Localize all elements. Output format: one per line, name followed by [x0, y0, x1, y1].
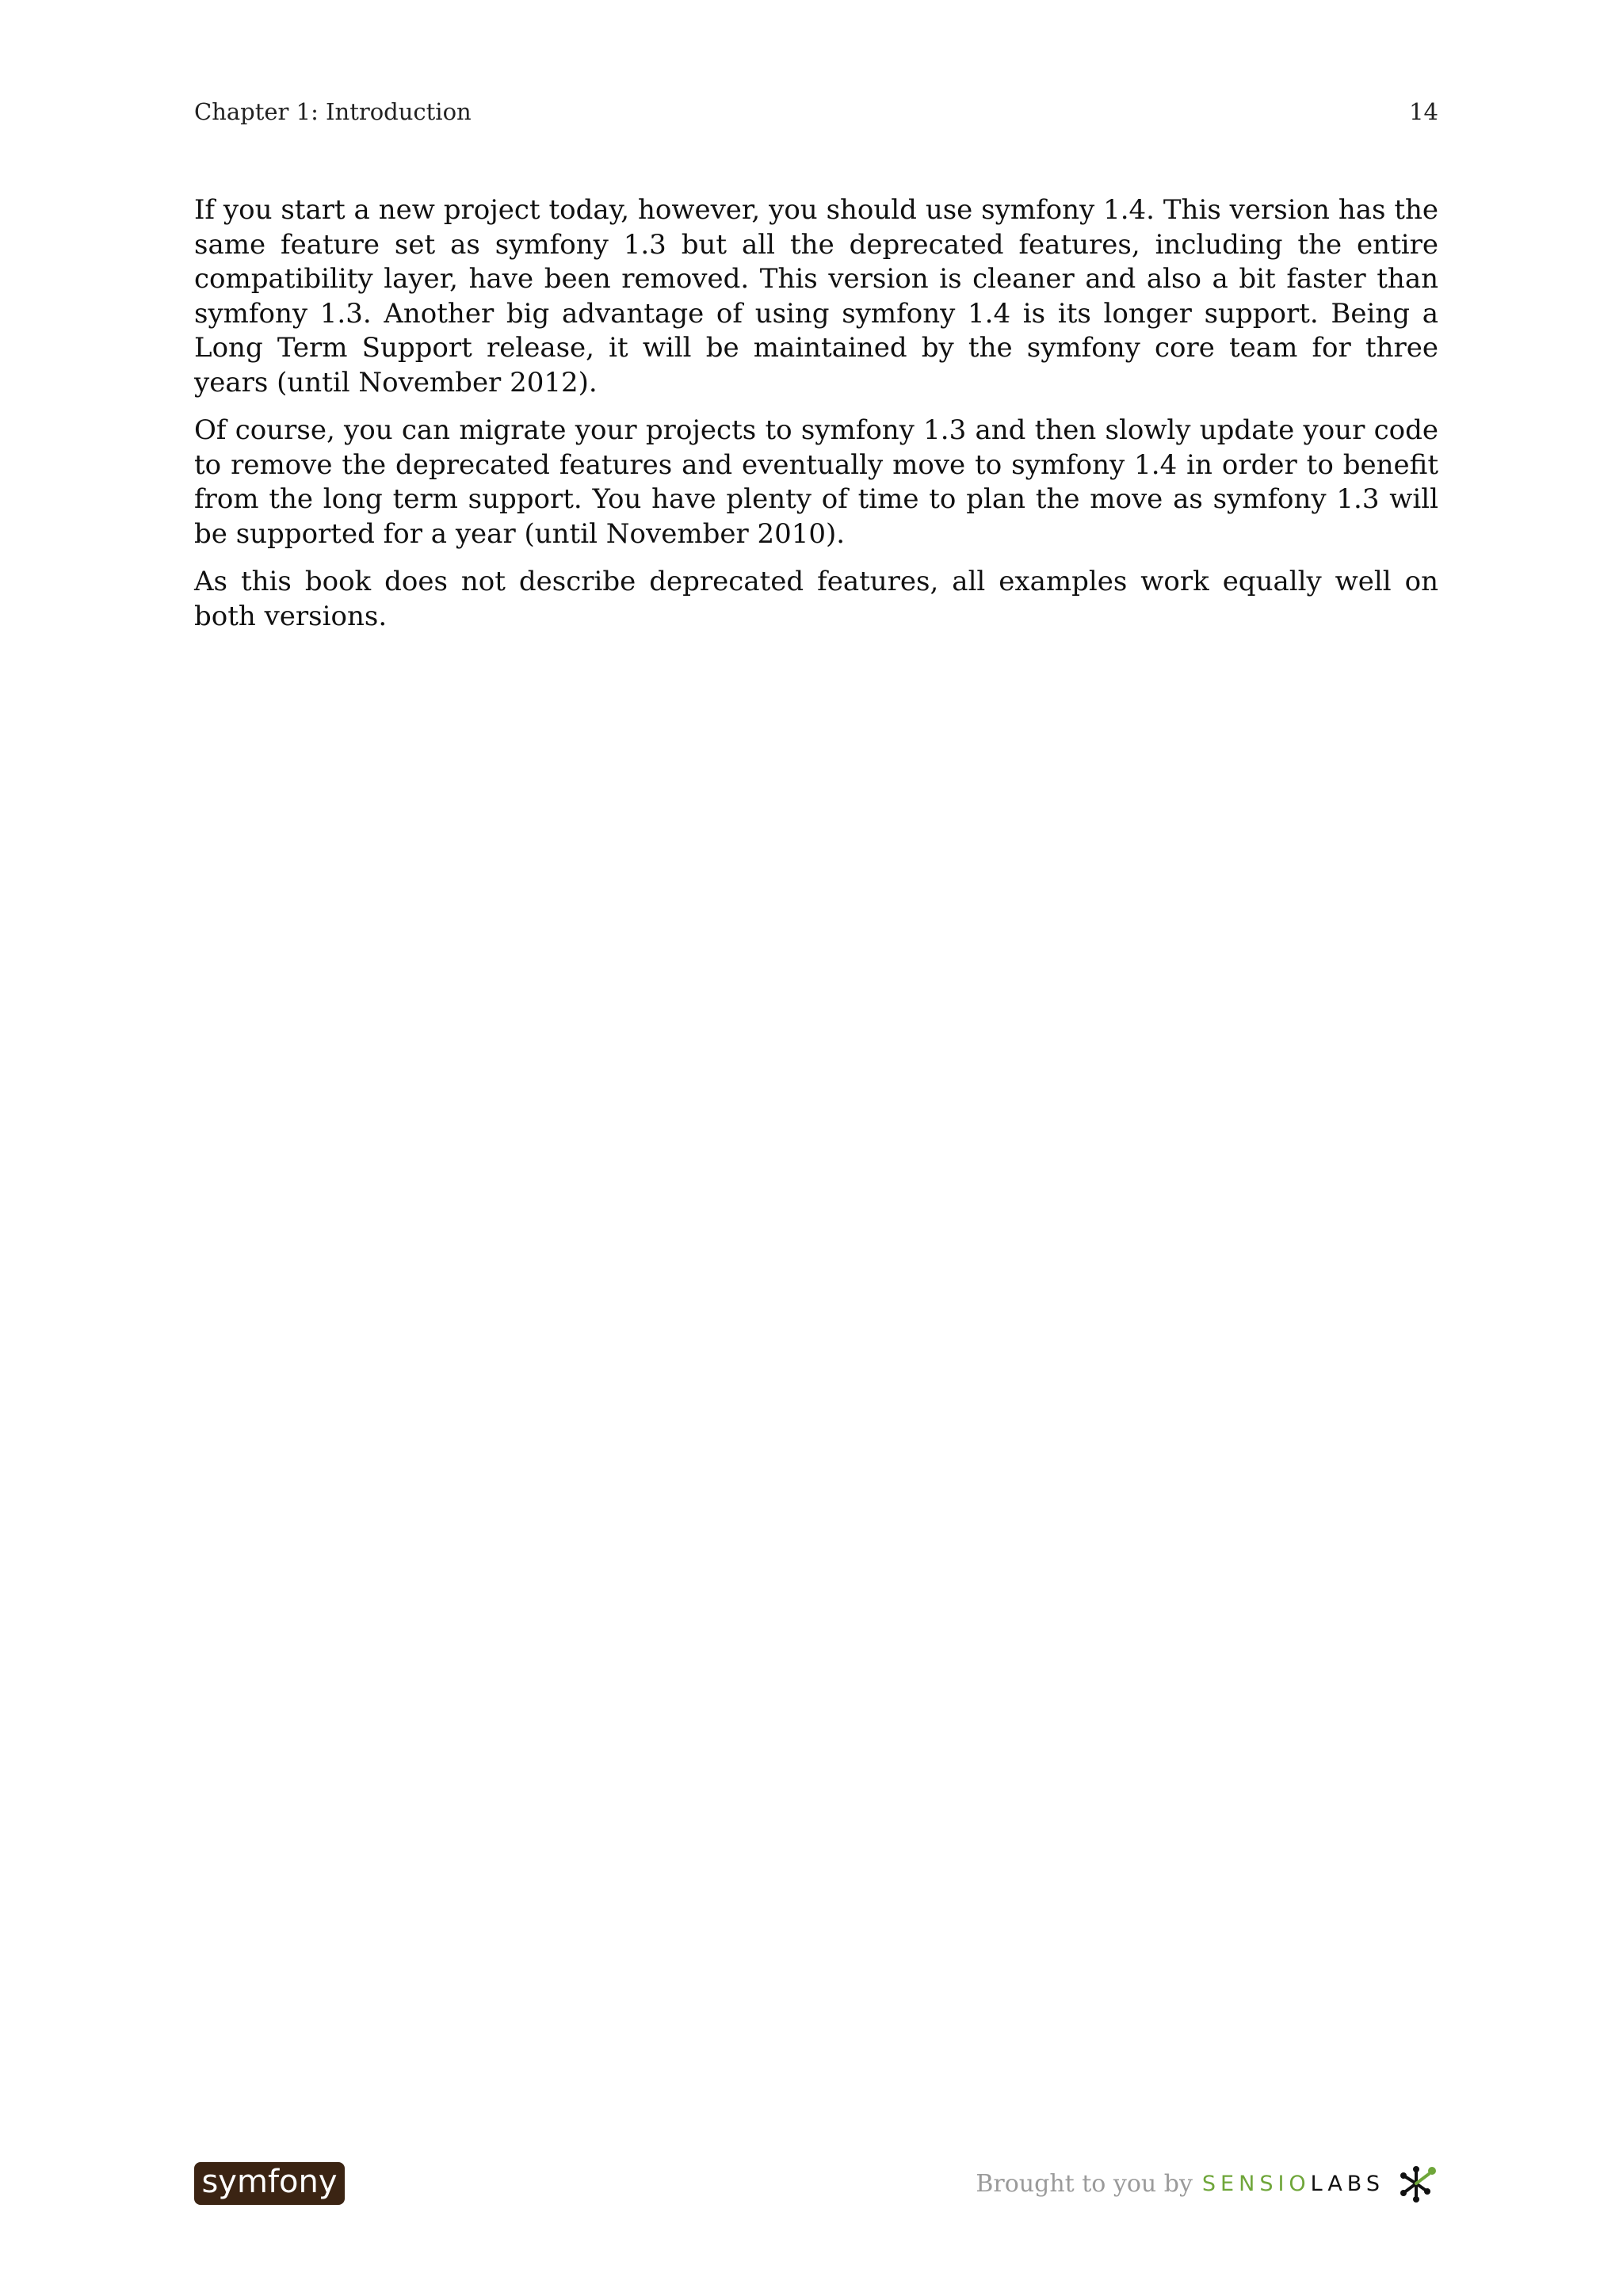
- brand-labs: LABS: [1310, 2171, 1384, 2196]
- brought-by-text: Brought to you by: [976, 2169, 1193, 2198]
- page-number: 14: [1409, 98, 1438, 125]
- page-footer: [194, 2160, 1438, 2207]
- paragraph: Of course, you can migrate your projects to symfony 1.3 and then slowly update your code to remove the deprecated features and eventually move to symfony 1.4 in order to benefit from the long term support. You have plenty of time to plan the move as symfony 1.3 will be supported for a year (until November 2010).: [194, 414, 1438, 550]
- sponsor-credit: [976, 2163, 1438, 2204]
- page-header: [194, 98, 1438, 130]
- chapter-title: Chapter 1: Introduction: [194, 98, 472, 125]
- paragraph: As this book does not describe deprecated features, all examples work equally well on both versions.: [194, 566, 1438, 632]
- paragraph: If you start a new project today, however, you should use symfony 1.4. This version has the same feature set as symfony 1.3 but all the deprecated features, including the entire compatibility layer, have been removed. This version is cleaner and also a bit faster than symfony 1.3. Another big advantage of using symfony 1.4 is its longer support. Being a Long Term Support release, it will be maintained by the symfony core team for three years (until November 2012).: [194, 194, 1438, 399]
- sensiolabs-logo: [1202, 2172, 1384, 2196]
- brand-sensio: SENSIO: [1201, 2171, 1311, 2196]
- symfony-logo: symfony: [194, 2162, 345, 2205]
- sensiolabs-asterisk-icon: [1397, 2163, 1438, 2204]
- page-content: [194, 193, 1438, 647]
